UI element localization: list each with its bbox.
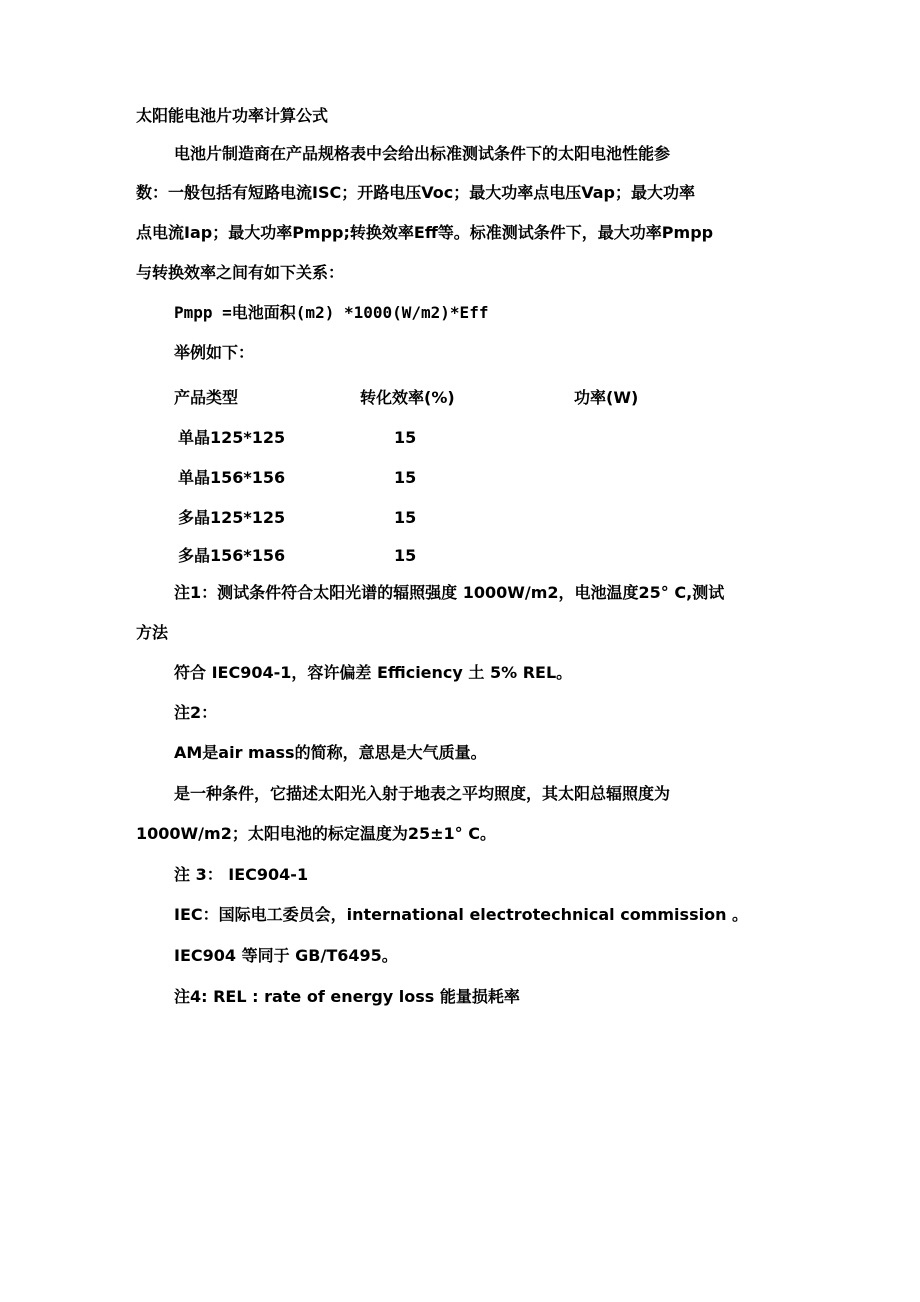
note3-line-2: IEC904 等同于 GB/T6495。 [174,946,398,965]
row-product-type: 单晶156*156 [178,468,286,487]
note1-line-2: 方法 [136,623,169,642]
note4-line: 注4: REL : rate of energy loss 能量损耗率 [174,987,520,1006]
intro-line-1: 电池片制造商在产品规格表中会给出标准测试条件下的太阳电池性能参 [174,144,671,163]
row-efficiency: 15 [394,546,417,565]
header-efficiency: 转化效率(%) [360,388,455,407]
note3-line-1: IEC：国际电工委员会，international electrotechnical commission 。 [174,905,749,924]
note3-label: 注 3： IEC904-1 [174,865,309,884]
header-product-type: 产品类型 [174,388,239,407]
document-title: 太阳能电池片功率计算公式 [136,106,329,125]
row-product-type: 单晶125*125 [178,428,286,447]
note1-line-1: 注1：测试条件符合太阳光谱的辐照强度 1000W/m2，电池温度25° C,测试 [174,583,725,602]
power-formula: Pmpp =电池面积(m2) *1000(W/m2)*Eff [174,303,489,322]
note2-line-2: 是一种条件，它描述太阳光入射于地表之平均照度，其太阳总辐照度为 [174,784,671,803]
note2-line-3: 1000W/m2；太阳电池的标定温度为25±1° C。 [136,824,496,843]
note2-label: 注2： [174,703,218,722]
intro-line-2: 数：一般包括有短路电流ISC；开路电压Voc；最大功率点电压Vap；最大功率 [136,183,695,202]
row-efficiency: 15 [394,508,417,527]
intro-line-3: 点电流Iap；最大功率Pmpp;转换效率Eff等。标准测试条件下，最大功率Pmpp [136,223,714,242]
note2-line-1: AM是air mass的简称，意思是大气质量。 [174,743,487,762]
row-product-type: 多晶156*156 [178,546,286,565]
row-product-type: 多晶125*125 [178,508,286,527]
row-efficiency: 15 [394,468,417,487]
example-label: 举例如下： [174,343,255,362]
header-power: 功率(W) [574,388,639,407]
intro-line-4: 与转换效率之间有如下关系： [136,263,345,282]
note1-line-3: 符合 IEC904-1，容许偏差 Efficiency 土 5% REL。 [174,663,573,682]
row-efficiency: 15 [394,428,417,447]
